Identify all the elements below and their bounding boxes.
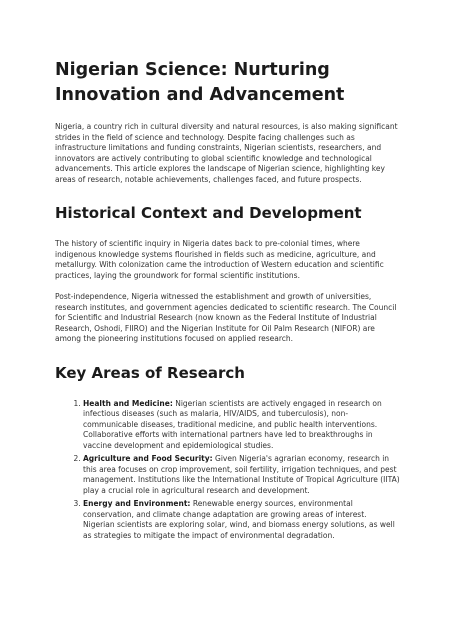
research-item-energy [83,499,400,541]
history-heading: Historical Context and Development [55,204,362,222]
document-title: Nigerian Science: Nurturing Innovation and Advancement [55,60,345,105]
research-item-text: Given Nigeria's agrarian economy, research in this area focuses on crop improvement, soil fertility, irrigation techniques, and pest management. Institutions like the International Institute of Tropical Agriculture (IITA) play a crucial role in agricultural research and development. [83,454,400,495]
intro-paragraph: Nigeria, a country rich in cultural diversity and natural resources, is also making significant strides in the field of science and technology. Despite facing challenges such as infrastructure limitations and funding constraints, Nigerian scientists, researchers, and innovators are actively contributing to global scientific knowledge and technological advancements. This article explores the landscape of Nigerian science, highlighting key areas of research, notable achievements, challenges faced, and future prospects. [55,122,398,184]
research-item-lead: Agriculture and Food Security: [83,454,213,463]
research-list [55,399,400,542]
research-item-lead: Health and Medicine: [83,398,173,408]
research-item-text: Renewable energy sources, environmental conservation, and climate change adaptation are growing areas of interest. Nigerian scientists are exploring solar, wind, and biomass energy solutions, as well as strategies to mitigate the impact of environmental degradation. [83,499,395,540]
document-body [55,58,400,544]
research-item-lead: Energy and Environment: [83,499,191,508]
history-paragraph-2: Post-independence, Nigeria witnessed the establishment and growth of universities, research institutes, and government agencies dedicated to scientific research. The Council for Scientific and Industrial Research (now known as the Federal Institute of Industrial Research, Oshodi, FIIRO) and the Nigerian Institute for Oil Palm Research (NIFOR) are among the pioneering institutions focused on applied research. [55,292,397,343]
research-heading: Key Areas of Research [55,363,245,382]
research-item-text: Nigerian scientists are actively engaged in research on infectious diseases (such as malaria, HIV/AIDS, and tuberculosis), non-communicable diseases, traditional medicine, and public health interventions. Collaborative efforts with international partners have led to breakthroughs in vaccine development and epidemiological studies. [83,398,382,450]
research-item-agriculture [83,454,400,496]
research-item-health [83,399,400,452]
history-paragraph-1: The history of scientific inquiry in Nigeria dates back to pre-colonial times, where indigenous knowledge systems flourished in fields such as medicine, agriculture, and metallurgy. With colonization came the introduction of Western education and scientific practices, laying the groundwork for formal scientific institutions. [55,239,384,280]
